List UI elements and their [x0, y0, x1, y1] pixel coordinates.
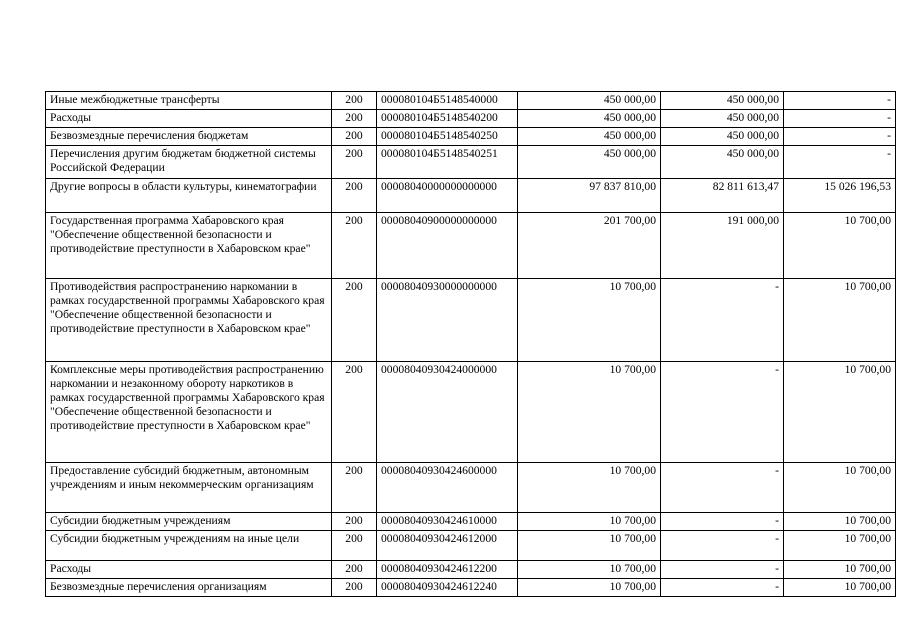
row-approved: 10 700,00 — [518, 561, 661, 579]
budget-table — [45, 91, 896, 597]
row-unexecuted: 15 026 196,53 — [784, 179, 896, 213]
row-executed: 191 000,00 — [661, 213, 784, 279]
row-unexecuted: 10 700,00 — [784, 362, 896, 463]
row-classification: 00008040930424600000 — [377, 463, 518, 513]
row-code: 200 — [332, 92, 377, 110]
row-approved: 450 000,00 — [518, 146, 661, 179]
row-code: 200 — [332, 531, 377, 561]
row-classification: 000080104Б5148540200 — [377, 110, 518, 128]
row-approved: 10 700,00 — [518, 362, 661, 463]
row-approved: 10 700,00 — [518, 279, 661, 362]
table-row — [46, 531, 896, 561]
row-name: Расходы — [46, 561, 332, 579]
row-code: 200 — [332, 213, 377, 279]
row-code: 200 — [332, 513, 377, 531]
table-row — [46, 513, 896, 531]
table-row — [46, 213, 896, 279]
row-code: 200 — [332, 279, 377, 362]
row-classification: 00008040930424000000 — [377, 362, 518, 463]
row-unexecuted: 10 700,00 — [784, 213, 896, 279]
row-approved: 450 000,00 — [518, 92, 661, 110]
table-row — [46, 179, 896, 213]
row-classification: 00008040930424612240 — [377, 579, 518, 597]
row-name: Субсидии бюджетным учреждениям — [46, 513, 332, 531]
row-executed: 82 811 613,47 — [661, 179, 784, 213]
row-executed: - — [661, 463, 784, 513]
row-code: 200 — [332, 579, 377, 597]
row-executed: - — [661, 531, 784, 561]
table-row — [46, 128, 896, 146]
row-name: Государственная программа Хабаровского края "Обеспечение общественной безопасности и противодействие преступности в Хабаровском крае" — [46, 213, 332, 279]
row-approved: 10 700,00 — [518, 531, 661, 561]
row-executed: 450 000,00 — [661, 92, 784, 110]
row-classification: 00008040000000000000 — [377, 179, 518, 213]
table-row — [46, 579, 896, 597]
row-approved: 10 700,00 — [518, 513, 661, 531]
row-unexecuted: 10 700,00 — [784, 561, 896, 579]
row-unexecuted: - — [784, 128, 896, 146]
row-name: Комплексные меры противодействия распространению наркомании и незаконному обороту наркотиков в рамках государственной программы Хабаровского края "Обеспечение общественной безопасности и противодействие преступности в Хабаровском крае" — [46, 362, 332, 463]
table-row — [46, 362, 896, 463]
row-code: 200 — [332, 146, 377, 179]
row-name: Перечисления другим бюджетам бюджетной системы Российской Федерации — [46, 146, 332, 179]
row-approved: 450 000,00 — [518, 110, 661, 128]
row-code: 200 — [332, 561, 377, 579]
row-unexecuted: 10 700,00 — [784, 279, 896, 362]
row-executed: - — [661, 579, 784, 597]
row-name: Предоставление субсидий бюджетным, автономным учреждениям и иным некоммерческим организациям — [46, 463, 332, 513]
row-classification: 00008040900000000000 — [377, 213, 518, 279]
row-name: Субсидии бюджетным учреждениям на иные цели — [46, 531, 332, 561]
row-classification: 00008040930424612000 — [377, 531, 518, 561]
row-executed: 450 000,00 — [661, 146, 784, 179]
row-unexecuted: 10 700,00 — [784, 463, 896, 513]
row-name: Безвозмездные перечисления бюджетам — [46, 128, 332, 146]
row-classification: 000080104Б5148540250 — [377, 128, 518, 146]
row-approved: 201 700,00 — [518, 213, 661, 279]
row-executed: 450 000,00 — [661, 110, 784, 128]
row-executed: - — [661, 561, 784, 579]
table-row — [46, 110, 896, 128]
row-executed: - — [661, 279, 784, 362]
row-classification: 000080104Б5148540000 — [377, 92, 518, 110]
row-classification: 00008040930424612200 — [377, 561, 518, 579]
row-name: Другие вопросы в области культуры, кинематографии — [46, 179, 332, 213]
row-approved: 10 700,00 — [518, 579, 661, 597]
row-approved: 450 000,00 — [518, 128, 661, 146]
row-executed: 450 000,00 — [661, 128, 784, 146]
table-row — [46, 146, 896, 179]
row-classification: 000080104Б5148540251 — [377, 146, 518, 179]
row-code: 200 — [332, 179, 377, 213]
table-row — [46, 561, 896, 579]
row-classification: 00008040930424610000 — [377, 513, 518, 531]
table-row — [46, 463, 896, 513]
row-unexecuted: - — [784, 146, 896, 179]
row-unexecuted: - — [784, 92, 896, 110]
row-code: 200 — [332, 128, 377, 146]
row-code: 200 — [332, 110, 377, 128]
row-executed: - — [661, 362, 784, 463]
row-unexecuted: 10 700,00 — [784, 579, 896, 597]
row-approved: 10 700,00 — [518, 463, 661, 513]
row-unexecuted: 10 700,00 — [784, 531, 896, 561]
row-name: Безвозмездные перечисления организациям — [46, 579, 332, 597]
row-unexecuted: 10 700,00 — [784, 513, 896, 531]
table-row — [46, 92, 896, 110]
row-name: Расходы — [46, 110, 332, 128]
row-name: Иные межбюджетные трансферты — [46, 92, 332, 110]
table-row — [46, 279, 896, 362]
row-approved: 97 837 810,00 — [518, 179, 661, 213]
row-code: 200 — [332, 463, 377, 513]
row-executed: - — [661, 513, 784, 531]
row-classification: 00008040930000000000 — [377, 279, 518, 362]
row-code: 200 — [332, 362, 377, 463]
row-name: Противодействия распространению наркомании в рамках государственной программы Хабаровского края "Обеспечение общественной безопасности и противодействие преступности в Хабаровском крае" — [46, 279, 332, 362]
row-unexecuted: - — [784, 110, 896, 128]
